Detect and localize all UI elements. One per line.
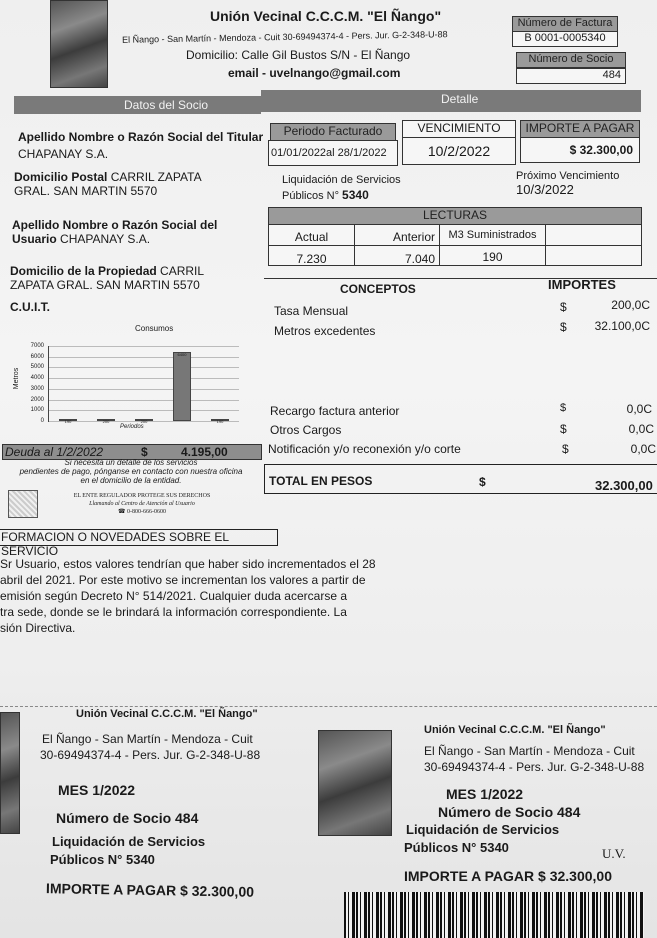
chart-ytick-label: 5000 xyxy=(30,364,44,371)
lecturas-col-empty xyxy=(545,224,642,246)
stub-right-mes: MES 1/2022 xyxy=(446,786,524,802)
chart-gridline xyxy=(49,400,239,401)
lecturas-table xyxy=(268,224,642,264)
org-domicilio: Domicilio: Calle Gil Bustos S/N - El Ñango xyxy=(186,48,411,62)
stub-right-liq-1: Liquidación de Servicios xyxy=(406,822,560,837)
info-title: FORMACION O NOVEDADES SOBRE EL SERVICIO xyxy=(1,530,229,558)
lecturas-val-empty xyxy=(545,245,642,266)
vencimiento-label: VENCIMIENTO xyxy=(402,120,516,138)
liquidacion-line-1: Liquidación de Servicios xyxy=(282,174,401,186)
total-currency: $ xyxy=(479,475,486,489)
detalle-title: Detalle xyxy=(441,92,479,106)
stub-left-mes: MES 1/2022 xyxy=(58,782,136,798)
proximo-vencimiento-value: 10/3/2022 xyxy=(516,182,574,197)
phone-icon: ☎ xyxy=(118,509,126,515)
postal-block xyxy=(14,170,202,184)
chart-ytick-label: 3000 xyxy=(30,385,44,392)
club-photo-logo xyxy=(50,0,108,88)
postal-label: Domicilio Postal xyxy=(14,170,108,184)
chart-data-label: 6400 xyxy=(177,352,187,358)
chart-gridline xyxy=(49,378,239,379)
chart-data-label: 190 xyxy=(64,418,72,424)
usuario-label-2: Usuario xyxy=(12,232,57,246)
detalle-bar xyxy=(261,90,641,112)
importe-pagar-value: $ 32.300,00 xyxy=(520,137,640,163)
info-line-3: emisión según Decreto N° 514/2021. Cualquier duda acercarse a xyxy=(0,589,348,603)
lecturas-val-anterior: 7.040 xyxy=(354,245,440,266)
chart-gridline xyxy=(49,389,239,390)
concepto-amount-recargo: 0,0C xyxy=(626,402,652,416)
deuda-label: Deuda al 1/2/2022 xyxy=(5,445,104,459)
usuario-value: CHAPANAY S.A. xyxy=(60,232,151,246)
propiedad-block xyxy=(10,264,204,278)
deuda-note-2: pendientes de pago, pónganse en contacto con nuestra oficina xyxy=(19,467,243,476)
cuit-label: C.U.I.T. xyxy=(10,300,51,314)
propiedad-value-1: CARRIL xyxy=(160,264,205,278)
socio-number-value: 484 xyxy=(516,68,626,84)
stub-left-liq-2: Públicos N° 5340 xyxy=(50,852,155,867)
chart-data-label: 190 xyxy=(216,418,224,424)
titular-label: Apellido Nombre o Razón Social del Titular xyxy=(18,130,264,144)
stub-right-uv: U.V. xyxy=(602,846,626,861)
datos-socio-bar xyxy=(14,96,261,114)
propiedad-value-2: ZAPATA GRAL. SAN MARTIN 5570 xyxy=(10,278,200,292)
chart-data-label: 200 xyxy=(140,418,148,424)
chart-ytick-label: 4000 xyxy=(30,375,44,382)
lecturas-col-m3: M3 Suministrados xyxy=(439,224,546,246)
lecturas-col-anterior: Anterior xyxy=(354,224,440,246)
info-line-4: tra sede, donde se le brindará la información correspondiente. La xyxy=(0,605,347,619)
ente-line-1: EL ENTE REGULADOR PROTEGE SUS DERECHOS xyxy=(73,493,211,499)
org-email: email - uvelnango@gmail.com xyxy=(228,66,401,80)
ente-block xyxy=(56,492,228,516)
concepto-label-tasa: Tasa Mensual xyxy=(274,304,349,318)
concepto-label-recargo: Recargo factura anterior xyxy=(270,404,400,418)
chart-gridline xyxy=(49,346,239,347)
lecturas-val-m3: 190 xyxy=(439,245,546,266)
org-title: Unión Vecinal C.C.C.M. "El Ñango" xyxy=(210,8,442,24)
invoice-number-label: Número de Factura xyxy=(512,16,618,32)
importe-pagar-label: IMPORTE A PAGAR xyxy=(520,120,640,138)
info-line-2: abril del 2021. Por este motivo se incrementan los valores a partir de xyxy=(0,573,366,587)
lecturas-title: LECTURAS xyxy=(268,207,642,225)
chart-title: Consumos xyxy=(135,324,174,333)
chart-data-label: 200 xyxy=(102,418,110,424)
stub-left-addr-1: El Ñango - San Martín - Mendoza - Cuit xyxy=(42,732,253,746)
titular-value: CHAPANAY S.A. xyxy=(18,147,109,161)
deuda-note-3: en el domicilio de la entidad. xyxy=(80,476,182,485)
chart-ylabel: Metros xyxy=(13,367,21,390)
chart-ytick-label: 7000 xyxy=(30,343,44,349)
datos-socio-title: Datos del Socio xyxy=(124,98,209,112)
usuario-label: Apellido Nombre o Razón Social del xyxy=(12,218,218,232)
stub-right-addr-2: 30-69494374-4 - Pers. Jur. G-2-348-U-88 xyxy=(424,760,645,774)
conceptos-header: CONCEPTOS xyxy=(340,282,416,296)
org-address: El Ñango - San Martín - Mendoza - Cuit 30-69494374-4 - Pers. Jur. G-2-348-U-88 xyxy=(121,29,448,45)
info-line-1: Sr Usuario, estos valores tendrían que haber sido incrementados el 28 xyxy=(0,557,376,571)
usuario-block xyxy=(12,232,150,246)
chart-bar xyxy=(173,352,191,421)
chart-ytick-label: 2000 xyxy=(30,396,44,403)
chart-ytick-label: 6000 xyxy=(30,353,44,360)
periodo-label: Periodo Facturado xyxy=(270,123,396,141)
concepto-cur-metros: $ xyxy=(560,320,567,334)
stub-right-photo xyxy=(318,730,392,836)
lecturas-col-actual: Actual xyxy=(268,224,355,246)
concepto-amount-metros: 32.100,0C xyxy=(594,319,650,333)
vencimiento-value: 10/2/2022 xyxy=(402,137,516,165)
deuda-value: 4.195,00 xyxy=(181,445,228,459)
importes-header: IMPORTES xyxy=(548,277,616,292)
concepto-cur-notificacion: $ xyxy=(562,442,569,456)
stub-left-org: Unión Vecinal C.C.C.M. "El Ñango" xyxy=(76,708,258,720)
concepto-label-metros: Metros excedentes xyxy=(274,324,376,338)
info-line-5: sión Directiva. xyxy=(0,621,76,635)
stub-right-socio: Número de Socio 484 xyxy=(438,804,581,820)
invoice-number-value: B 0001-0005340 xyxy=(512,31,618,47)
deuda-note-1: Si necesita un detalle de los servicios xyxy=(64,458,198,467)
stub-left-importe: IMPORTE A PAGAR $ 32.300,00 xyxy=(45,880,255,900)
deuda-note xyxy=(0,458,262,485)
ente-phone xyxy=(56,508,228,516)
ente-logo-icon xyxy=(8,490,38,518)
chart-gridline xyxy=(49,357,239,358)
chart-xlabel: Periodos xyxy=(120,424,144,430)
postal-value-1: CARRIL ZAPATA xyxy=(110,170,202,184)
concepto-amount-otros: 0,0C xyxy=(628,422,654,436)
stub-left-socio: Número de Socio 484 xyxy=(56,810,199,826)
chart-plot-area xyxy=(48,346,239,422)
stub-right-importe: IMPORTE A PAGAR $ 32.300,00 xyxy=(404,868,612,884)
barcode xyxy=(344,892,644,938)
concepto-cur-recargo: $ xyxy=(560,402,567,414)
concepto-label-otros: Otros Cargos xyxy=(270,423,342,437)
stub-right-liq-2: Públicos N° 5340 xyxy=(404,840,509,855)
liquidacion-label: Públicos N° xyxy=(282,190,339,202)
chart-gridline xyxy=(49,410,239,411)
propiedad-label: Domicilio de la Propiedad xyxy=(10,264,157,278)
socio-number-label: Número de Socio xyxy=(516,52,626,68)
stub-right-addr-1: El Ñango - San Martín - Mendoza - Cuit xyxy=(424,744,635,758)
concepto-cur-tasa: $ xyxy=(560,300,567,314)
stub-left-photo xyxy=(0,712,20,834)
proximo-vencimiento-label: Próximo Vencimiento xyxy=(516,170,620,182)
chart-ytick-label: 0 xyxy=(40,418,44,424)
periodo-value: 01/01/2022al 28/1/2022 xyxy=(268,140,398,166)
chart-ytick-label: 1000 xyxy=(30,407,44,414)
total-label: TOTAL EN PESOS xyxy=(269,474,373,488)
total-value: 32.300,00 xyxy=(595,478,653,493)
total-box xyxy=(264,464,657,494)
chart-gridline xyxy=(49,367,239,368)
ente-line-2: Llamando al Centro de Atención al Usuario xyxy=(89,501,195,507)
concepto-amount-tasa: 200,0C xyxy=(611,298,650,312)
lecturas-val-actual: 7.230 xyxy=(268,245,355,266)
stub-left-addr-2: 30-69494374-4 - Pers. Jur. G-2-348-U-88 xyxy=(40,748,261,762)
deuda-currency: $ xyxy=(141,445,148,459)
concepto-amount-notificacion: 0,0C xyxy=(630,442,656,456)
tear-line xyxy=(0,706,657,707)
liquidacion-number: 5340 xyxy=(342,188,369,202)
concepto-cur-otros: $ xyxy=(560,422,567,436)
stub-right-org: Unión Vecinal C.C.C.M. "El Ñango" xyxy=(424,724,606,736)
chart-y-axis xyxy=(18,342,44,422)
info-text xyxy=(0,556,376,636)
postal-value-2: GRAL. SAN MARTIN 5570 xyxy=(14,184,158,198)
ente-line-3: 0-800-666-0600 xyxy=(126,509,166,515)
stub-left-liq-1: Liquidación de Servicios xyxy=(52,834,206,849)
concepto-label-notificacion: Notificación y/o reconexión y/o corte xyxy=(268,442,461,456)
info-title-box xyxy=(0,529,278,558)
liquidacion-line-2 xyxy=(282,188,369,202)
